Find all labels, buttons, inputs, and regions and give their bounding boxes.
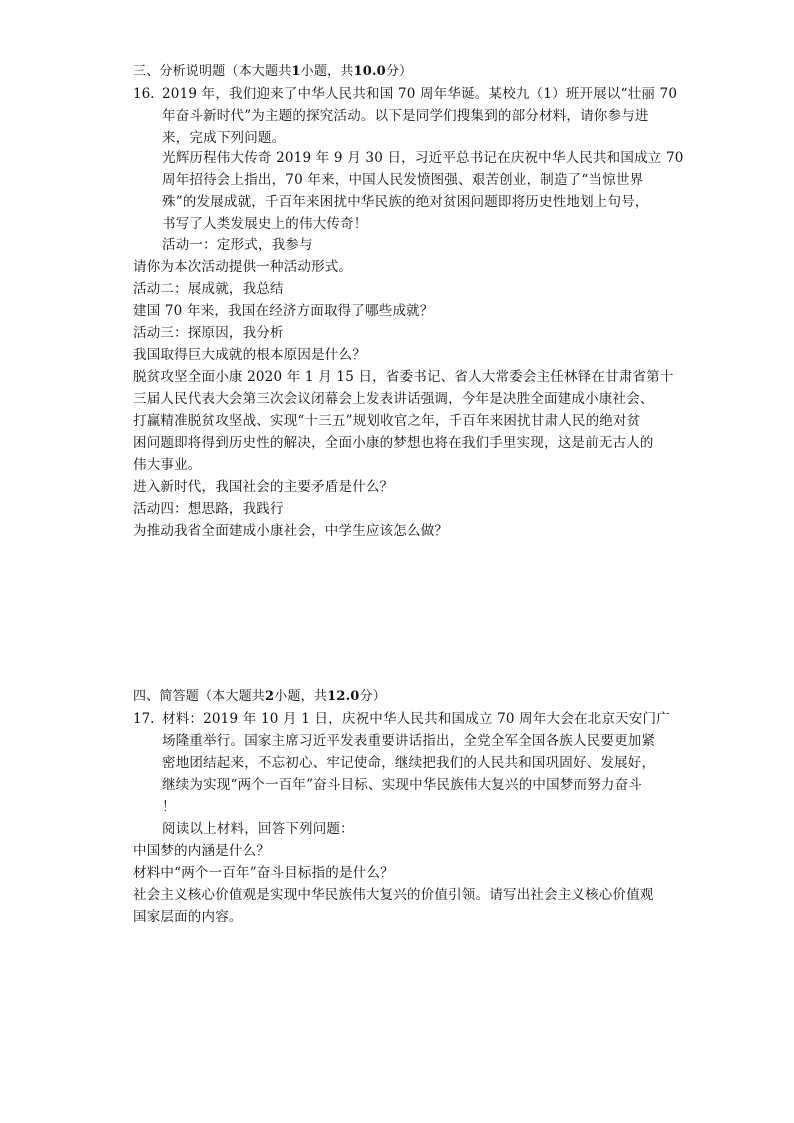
q16-intro-line-1: 2019 年，我们迎来了中华人民共和国 70 周年华诞。某校九（1）班开展以“壮丽 70	[162, 86, 678, 102]
q16-material2-line-5: 伟大事业。	[133, 457, 202, 473]
q16-material2-line-2: 三届人民代表大会第三次会议闭幕会上发表讲话强调，今年是决胜全面建成小康社会、	[133, 391, 654, 407]
section-3-score: 10.0	[353, 64, 386, 79]
activity-2-question: 建国 70 年来，我国在经济方面取得了哪些成就？	[133, 303, 434, 319]
section-3-heading	[133, 61, 412, 83]
q17-material-line-1: 材料：2019 年 10 月 1 日，庆祝中华人民共和国成立 70 周年大会在北京天安门广	[162, 711, 670, 727]
q17-question-2: 材料中“两个一百年”奋斗目标指的是什么？	[133, 865, 394, 881]
section-4-question-count: 2	[265, 689, 275, 704]
q16-material2-line-4: 困问题即将得到历史性的解决，全面小康的梦想也将在我们手里实现，这是前无古人的	[133, 435, 654, 451]
section-4-heading	[133, 686, 386, 708]
q16-material1-line-1: 光辉历程伟大传奇 2019 年 9 月 30 日，习近平总书记在庆祝中华人民共和国成立 70	[162, 150, 684, 166]
q17-question-1: 中国梦的内涵是什么？	[133, 843, 270, 859]
activity-1-question: 请你为本次活动提供一种活动形式。	[133, 259, 353, 275]
activity-2-title: 活动二：展成就，我总结	[133, 281, 284, 297]
section-3-heading-prefix: 三、分析说明题（本大题共	[133, 64, 292, 79]
activity-4-title: 活动四：想思路，我践行	[133, 501, 284, 517]
section-4-score: 12.0	[327, 689, 360, 704]
question-16-number: 16.	[133, 86, 155, 102]
q16-material2-line-3: 打赢精准脱贫攻坚战、实现“十三五”规划收官之年，千百年来困扰甘肃人民的绝对贫	[133, 413, 641, 429]
question-17-number: 17.	[133, 711, 155, 727]
q17-material-line-2: 场隆重举行。国家主席习近平发表重要讲话指出，全党全军全国各族人民要更加紧	[162, 733, 656, 749]
q17-material-line-3: 密地团结起来，不忘初心、牢记使命，继续把我们的人民共和国巩固好、发展好，	[162, 755, 656, 771]
section-4-heading-suffix: 分）	[359, 689, 386, 704]
section-3-heading-mid: 小题，共	[300, 64, 354, 79]
q17-question-3-line-1: 社会主义核心价值观是实现中华民族伟大复兴的价值引领。请写出社会主义核心价值观	[133, 887, 654, 903]
q17-instruction: 阅读以上材料，回答下列问题：	[162, 821, 354, 837]
q17-question-3-line-2: 国家层面的内容。	[133, 909, 243, 925]
q16-intro-line-2: 年奋斗新时代”为主题的探究活动。以下是同学们搜集到的部分材料，请你参与进	[162, 108, 649, 124]
q16-material1-line-4: 书写了人类发展史上的伟大传奇！	[162, 216, 368, 232]
contradiction-question: 进入新时代，我国社会的主要矛盾是什么？	[133, 479, 394, 495]
section-3-question-count: 1	[291, 64, 301, 79]
activity-3-title: 活动三：探原因，我分析	[133, 325, 284, 341]
q16-material2-line-1: 脱贫攻坚全面小康 2020 年 1 月 15 日，省委书记、省人大常委会主任林铎在甘肃省第十	[133, 369, 674, 385]
section-4-heading-prefix: 四、简答题（本大题共	[133, 689, 266, 704]
activity-1-title: 活动一：定形式，我参与	[162, 237, 313, 253]
q16-material1-line-2: 周年招待会上指出，70 年来，中国人民发愤图强、艰苦创业，制造了“当惊世界	[162, 172, 644, 188]
q17-material-line-5: ！	[162, 799, 176, 815]
section-3-heading-suffix: 分）	[385, 64, 413, 79]
activity-3-question: 我国取得巨大成就的根本原因是什么？	[133, 347, 366, 363]
q17-material-line-4: 继续为实现“两个一百年”奋斗目标、实现中华民族伟大复兴的中国梦而努力奋斗	[162, 777, 643, 793]
q16-intro-line-3: 来，完成下列问题。	[162, 130, 286, 146]
q16-material1-line-3: 殊”的发展成就，千百年来困扰中华民族的绝对贫困问题即将历史性地划上句号，	[162, 194, 649, 210]
section-4-heading-mid: 小题，共	[274, 689, 328, 704]
activity-4-question: 为推动我省全面建成小康社会，中学生应该怎么做？	[133, 523, 449, 539]
